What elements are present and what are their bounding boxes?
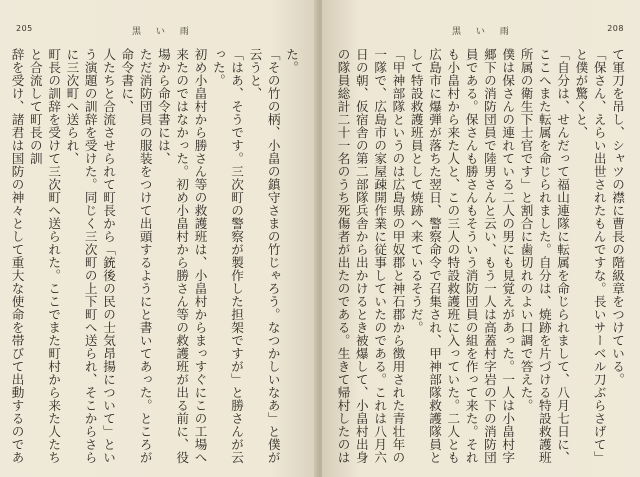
right-running-title: 黒 い 雨	[452, 27, 515, 37]
left-body-text: た。 「その竹の柄、小畠の鎮守さまの竹じゃろう。なつかしいなあ」と僕が云うと、 「はあ、そうです。三次町の警察が製作した担架ですが」と勝さんが云った。 初め小畠村から勝さん等の救護班は、小畠村からまっすぐにこの工場へ来たのではなかった。初め小畠村から勝さん等の救護班が出る前に、役場から命令書には、 ただ消防団員の服装をつけて出頭するようにと書いてあった。ところが命令書に、 人たちと合流させられて町長から「銃後の民の士気昂揚について」という演題の訓辞を受けた。同じく三次町の上下町へ送られ、そこからさらに三次町へ送られ、 町長の訓辞を受けて三次町へ送られた。ここでまた町村から来た人たちと合流して町長の訓 辞を受け、諸君は国防の神々として重大な使命を帯びて出動するのであ	[9, 48, 299, 464]
right-body-text: て軍刀を吊し、シャツの襟に曹長の階級章をつけている。 「保さん、えらい出世されたもんですな。長いサーベル刀ぶらさげて」と僕が驚くと、 「自分は、せんだって福山連隊に転属を命じられまして、八月七日に、ここへまた転属を命じられました。自分は、焼跡を片づける特設救護班所属の衛生下士官です」と割合に歯切れのよい口調で答えた。 僕は保さんの連れている二人の男にも見覚えがあった。一人は小畠村字郷下の消防団員で陸男さんと云い、もう一人は高蓋村字岩の下の消防団員である。保さんも勝さんもそういう消防団員の組を作って来た。それも小畠村から来た人と、この三人の特設救護班に入っていた。二人とも広島市に爆弾が落ちた翌日、警察命令で召集され、甲神部隊救護隊員として特設救護班員として焼跡へ来ているそうだ。 「甲神部隊というのは広島県の甲奴郡と神石郡から徴用された青壮年の一隊で、広島市の家屋疎開作業に従事していたのである。これは八月六日の朝、仮宿舎の第二部隊兵舎から出かけるとき被爆して、小畠村出身の隊員総計二十一名のうち死傷者が出たのである。生きて帰村したのは	[335, 48, 625, 464]
left-running-title: 黒 い 雨	[132, 27, 195, 37]
left-page	[0, 0, 318, 477]
left-page-number: 205	[16, 24, 33, 33]
right-page	[322, 0, 640, 477]
right-page-number: 208	[607, 24, 624, 33]
